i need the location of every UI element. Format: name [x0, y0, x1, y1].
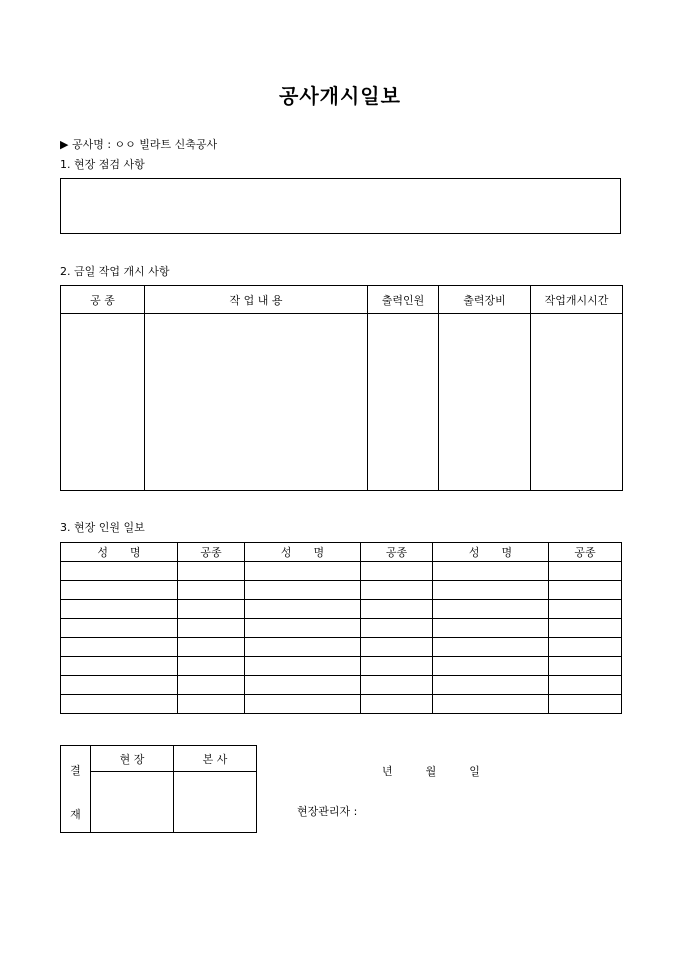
arrow-marker-icon: ▶	[60, 138, 69, 151]
cell-workers[interactable]	[368, 314, 439, 491]
col-trade: 공 종	[61, 286, 145, 314]
trade-cell[interactable]	[549, 676, 622, 695]
trade-cell[interactable]	[549, 657, 622, 676]
name-cell[interactable]	[245, 695, 361, 714]
trade-cell[interactable]	[361, 638, 433, 657]
name-cell[interactable]	[433, 581, 549, 600]
trade-cell[interactable]	[549, 619, 622, 638]
trade-cell[interactable]	[178, 562, 245, 581]
name-cell[interactable]	[433, 638, 549, 657]
col-work-content: 작 업 내 용	[145, 286, 368, 314]
project-line	[60, 136, 217, 152]
trade-cell[interactable]	[178, 638, 245, 657]
name-cell[interactable]	[433, 600, 549, 619]
personnel-table	[60, 542, 622, 714]
approval-site-sign[interactable]	[91, 772, 174, 833]
personnel-table-body	[61, 562, 622, 714]
col-name-3: 성 명	[433, 543, 549, 562]
approval-label	[61, 746, 91, 833]
table-row	[61, 676, 622, 695]
name-cell[interactable]	[245, 600, 361, 619]
trade-cell[interactable]	[361, 619, 433, 638]
approval-label-top: 결	[70, 764, 81, 777]
inspection-box[interactable]	[60, 178, 621, 234]
name-cell[interactable]	[61, 600, 178, 619]
approval-hq-header: 본 사	[174, 746, 257, 772]
approval-hq-sign[interactable]	[174, 772, 257, 833]
trade-cell[interactable]	[361, 600, 433, 619]
cell-trade[interactable]	[61, 314, 145, 491]
table-row	[61, 657, 622, 676]
trade-cell[interactable]	[361, 581, 433, 600]
cell-work-content[interactable]	[145, 314, 368, 491]
col-equipment: 출력장비	[439, 286, 531, 314]
name-cell[interactable]	[245, 581, 361, 600]
section2-heading: 2. 금일 작업 개시 사항	[60, 265, 170, 278]
document-title: 공사개시일보	[279, 84, 401, 108]
trade-cell[interactable]	[361, 676, 433, 695]
name-cell[interactable]	[61, 562, 178, 581]
date-line: 년 월 일	[382, 765, 480, 778]
name-cell[interactable]	[433, 676, 549, 695]
site-manager-label: 현장관리자 :	[297, 805, 358, 818]
trade-cell[interactable]	[361, 657, 433, 676]
table-row	[61, 581, 622, 600]
personnel-table-header	[61, 543, 622, 562]
project-name: 공사명 : ㅇㅇ 빌라트 신축공사	[71, 138, 218, 151]
trade-cell[interactable]	[549, 581, 622, 600]
approval-label-bottom: 재	[70, 808, 81, 821]
name-cell[interactable]	[245, 638, 361, 657]
trade-cell[interactable]	[549, 638, 622, 657]
name-cell[interactable]	[61, 581, 178, 600]
approval-table	[60, 745, 257, 833]
trade-cell[interactable]	[549, 562, 622, 581]
table-row	[61, 562, 622, 581]
col-workers: 출력인원	[368, 286, 439, 314]
name-cell[interactable]	[61, 657, 178, 676]
table-row	[61, 619, 622, 638]
col-trade-1: 공종	[178, 543, 245, 562]
name-cell[interactable]	[245, 562, 361, 581]
work-table-header	[61, 286, 623, 314]
name-cell[interactable]	[61, 695, 178, 714]
trade-cell[interactable]	[549, 600, 622, 619]
col-start-time: 작업개시시간	[531, 286, 623, 314]
name-cell[interactable]	[61, 676, 178, 695]
name-cell[interactable]	[245, 619, 361, 638]
section3-heading: 3. 현장 인원 일보	[60, 521, 145, 534]
trade-cell[interactable]	[361, 562, 433, 581]
cell-equipment[interactable]	[439, 314, 531, 491]
approval-site-header: 현 장	[91, 746, 174, 772]
section1-heading: 1. 현장 점검 사항	[60, 158, 145, 171]
name-cell[interactable]	[245, 657, 361, 676]
trade-cell[interactable]	[178, 600, 245, 619]
col-name-2: 성 명	[245, 543, 361, 562]
name-cell[interactable]	[61, 619, 178, 638]
name-cell[interactable]	[433, 562, 549, 581]
trade-cell[interactable]	[178, 676, 245, 695]
trade-cell[interactable]	[178, 657, 245, 676]
name-cell[interactable]	[245, 676, 361, 695]
trade-cell[interactable]	[178, 619, 245, 638]
col-name-1: 성 명	[61, 543, 178, 562]
table-row	[61, 638, 622, 657]
name-cell[interactable]	[433, 695, 549, 714]
name-cell[interactable]	[433, 619, 549, 638]
table-row	[61, 600, 622, 619]
work-table	[60, 285, 623, 491]
name-cell[interactable]	[433, 657, 549, 676]
col-trade-3: 공종	[549, 543, 622, 562]
cell-start-time[interactable]	[531, 314, 623, 491]
work-table-body	[61, 314, 623, 491]
name-cell[interactable]	[61, 638, 178, 657]
trade-cell[interactable]	[178, 695, 245, 714]
trade-cell[interactable]	[549, 695, 622, 714]
trade-cell[interactable]	[361, 695, 433, 714]
table-row	[61, 695, 622, 714]
col-trade-2: 공종	[361, 543, 433, 562]
trade-cell[interactable]	[178, 581, 245, 600]
